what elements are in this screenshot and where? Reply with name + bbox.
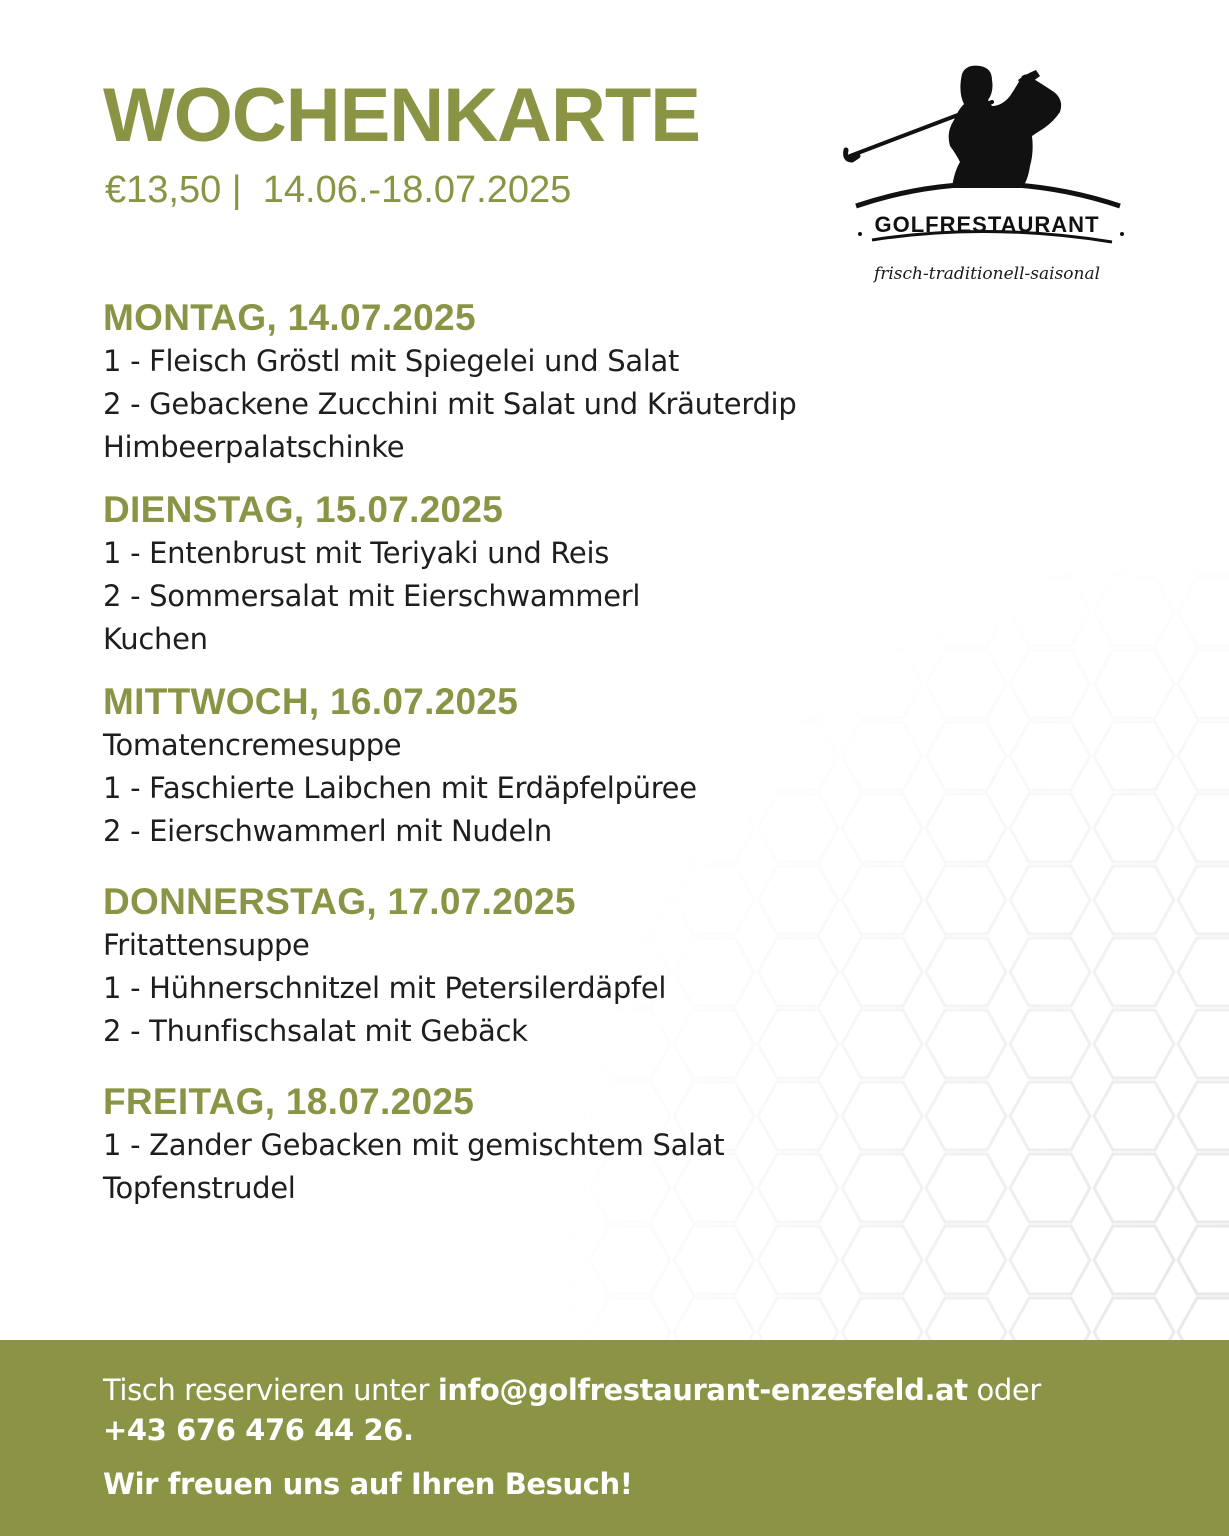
restaurant-logo xyxy=(842,62,1132,298)
dish-item: Fritattensuppe xyxy=(103,928,310,962)
dish-item: 1 - Faschierte Laibchen mit Erdäpfelpüree xyxy=(103,771,697,805)
logo-tagline: frisch-traditionell-saisonal xyxy=(873,264,1101,284)
dish-item: Topfenstrudel xyxy=(103,1171,296,1205)
menu-day xyxy=(103,296,1003,469)
weekly-menu xyxy=(103,296,1003,1210)
reservation-prefix: Tisch reservieren unter xyxy=(103,1373,438,1407)
price-and-period: €13,50 | 14.06.-18.07.2025 xyxy=(105,169,572,211)
dish-item: 1 - Zander Gebacken mit gemischtem Salat xyxy=(103,1128,725,1162)
menu-day xyxy=(103,488,1003,661)
footer-banner xyxy=(0,1340,1229,1536)
menu-day xyxy=(103,1080,1003,1210)
dish-item: 2 - Gebackene Zucchini mit Salat und Kräuterdip xyxy=(103,387,797,421)
day-heading: MONTAG, 14.07.2025 xyxy=(103,297,476,338)
page-title: WOCHENKARTE xyxy=(103,73,700,158)
reservation-suffix: oder xyxy=(967,1373,1041,1407)
day-heading: MITTWOCH, 16.07.2025 xyxy=(103,681,519,722)
dish-item: 1 - Fleisch Gröstl mit Spiegelei und Salat xyxy=(103,344,680,378)
closing-message: Wir freuen uns auf Ihren Besuch! xyxy=(103,1467,633,1501)
menu-day xyxy=(103,880,1003,1053)
dish-item: 1 - Entenbrust mit Teriyaki und Reis xyxy=(103,536,610,570)
reservation-phone[interactable]: +43 676 476 44 26. xyxy=(103,1413,414,1447)
svg-text:GOLFRESTAURANT: GOLFRESTAURANT xyxy=(874,212,1100,237)
reservation-line xyxy=(103,1370,1041,1410)
reservation-email[interactable]: info@golfrestaurant-enzesfeld.at xyxy=(437,1373,968,1407)
dish-item: Himbeerpalatschinke xyxy=(103,430,405,464)
dish-item: 2 - Sommersalat mit Eierschwammerl xyxy=(103,579,641,613)
golfer-silhouette-icon xyxy=(842,62,1132,262)
dish-item: 2 - Thunfischsalat mit Gebäck xyxy=(103,1014,528,1048)
dish-item: Kuchen xyxy=(103,622,208,656)
day-heading: DONNERSTAG, 17.07.2025 xyxy=(103,881,576,922)
dish-item: 2 - Eierschwammerl mit Nudeln xyxy=(103,814,552,848)
menu-day xyxy=(103,680,1003,853)
dish-item: 1 - Hühnerschnitzel mit Petersilerdäpfel xyxy=(103,971,667,1005)
day-heading: DIENSTAG, 15.07.2025 xyxy=(103,489,504,530)
dish-item: Tomatencremesuppe xyxy=(103,728,402,762)
day-heading: FREITAG, 18.07.2025 xyxy=(103,1081,475,1122)
